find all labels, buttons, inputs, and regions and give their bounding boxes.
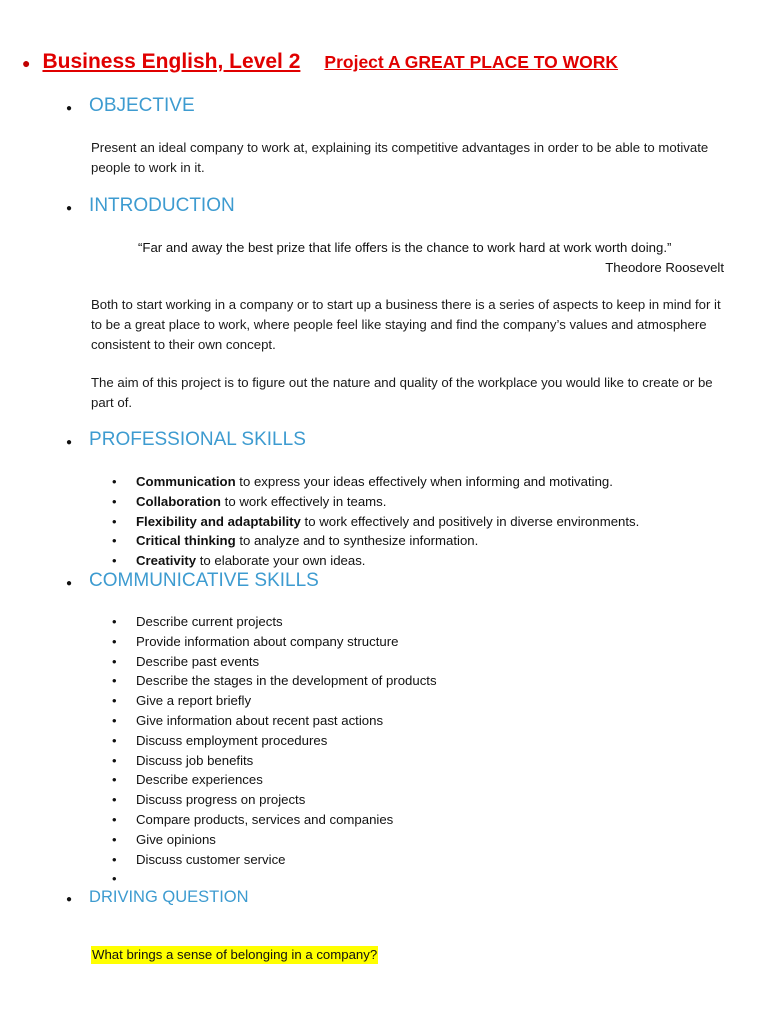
skill-term: Flexibility and adaptability — [136, 513, 301, 529]
list-item: • Discuss job benefits — [112, 751, 437, 771]
professional-skills-heading: PROFESSIONAL SKILLS — [89, 429, 306, 450]
list-item: • Describe the stages in the development of products — [112, 671, 437, 691]
heading-bullet: ● — [66, 578, 73, 589]
list-item: • Give opinions — [112, 830, 437, 850]
driving-question-text: What brings a sense of belonging in a company? — [92, 947, 378, 962]
list-item — [112, 531, 639, 551]
communicative-skills-heading: COMMUNICATIVE SKILLS — [89, 570, 319, 591]
objective-text: Present an ideal company to work at, explaining its competitive advantages in order to be able to motivate people to work in it. — [91, 140, 709, 175]
list-item: • Describe current projects — [112, 612, 437, 632]
objective-heading-row — [66, 95, 195, 117]
introduction-heading: INTRODUCTION — [89, 195, 235, 216]
list-item — [112, 551, 639, 571]
skill-term: Communication — [136, 474, 236, 489]
title-bullet: ● — [22, 55, 31, 71]
skill-description: to work effectively in teams. — [221, 493, 387, 509]
list-item: • Discuss customer service — [112, 850, 437, 870]
roosevelt-quote: “Far and away the best prize that life offers is the chance to work hard at work worth doing.” — [138, 240, 672, 255]
list-item: • Describe past events — [112, 652, 437, 672]
document-title — [22, 50, 618, 74]
list-item — [112, 472, 639, 492]
list-item: • Discuss employment procedures — [112, 731, 437, 751]
heading-bullet: ● — [66, 103, 73, 114]
communicative-skills-list — [112, 612, 437, 889]
skill-description: to work effectively and positively in diverse environments. — [300, 513, 640, 529]
list-item: • Give information about recent past actions — [112, 711, 437, 731]
course-title: Business English, Level 2 — [42, 50, 301, 73]
driving-question-heading: DRIVING QUESTION — [89, 888, 249, 906]
list-item — [112, 512, 639, 532]
quote-author: Theodore Roosevelt — [605, 260, 724, 275]
list-item: • Give a report briefly — [112, 691, 437, 711]
skill-description: to elaborate your own ideas. — [196, 553, 366, 569]
list-item: • Provide information about company structure — [112, 632, 437, 652]
professional-skills-list — [112, 472, 639, 571]
skill-term: Critical thinking — [136, 533, 236, 549]
skill-term: Collaboration — [136, 493, 221, 509]
heading-bullet: ● — [66, 437, 73, 448]
skill-description: to express your ideas effectively when informing and motivating. — [235, 474, 613, 489]
introduction-paragraph-1: Both to start working in a company or to start up a business there is a series of aspects to keep in mind for it to be a great place to work, where people feel like staying and find the company’s values and atmosphere consistent to their own concept. — [91, 297, 721, 352]
list-item: • Describe experiences — [112, 770, 437, 790]
heading-bullet: ● — [66, 203, 73, 214]
list-item: • Discuss progress on projects — [112, 790, 437, 810]
professional-skills-heading-row — [66, 429, 306, 451]
list-item — [112, 492, 639, 512]
list-item — [112, 869, 437, 889]
communicative-skills-heading-row — [66, 570, 319, 592]
project-title: Project A GREAT PLACE TO WORK — [324, 52, 619, 72]
introduction-heading-row — [66, 195, 235, 217]
objective-heading: OBJECTIVE — [89, 95, 195, 116]
skill-description: to analyze and to synthesize information. — [235, 533, 479, 549]
skill-term: Creativity — [136, 553, 197, 569]
driving-question-heading-row — [66, 888, 249, 907]
introduction-paragraph-2: The aim of this project is to figure out the nature and quality of the workplace you would like to create or be part of. — [91, 375, 713, 410]
heading-bullet: ● — [66, 894, 73, 905]
list-item: • Compare products, services and companies — [112, 810, 437, 830]
